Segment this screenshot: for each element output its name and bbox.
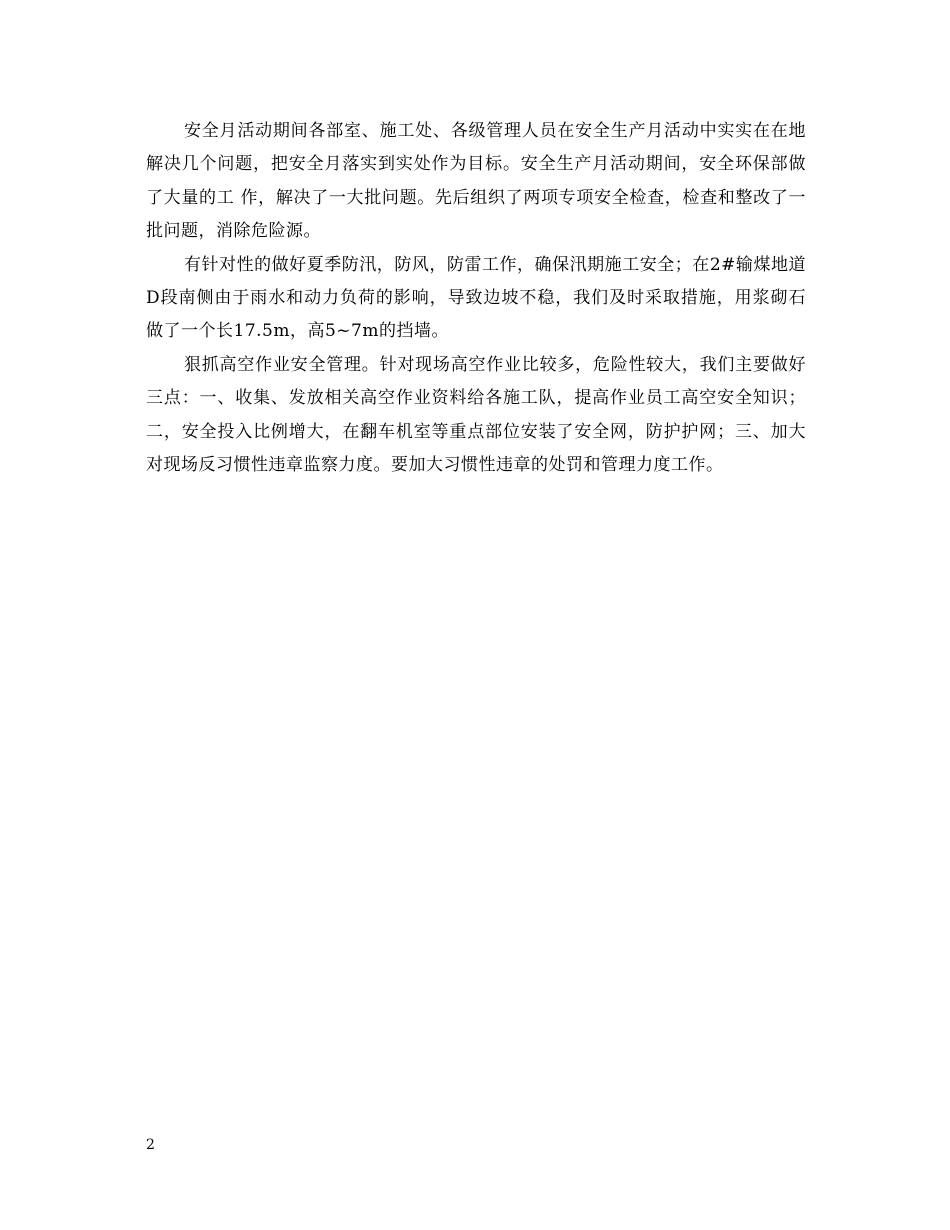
paragraph-high-altitude-work: 狠抓高空作业安全管理。针对现场高空作业比较多，危险性较大，我们主要做好三点：一、收集、发放相关高空作业资料给各施工队，提高作业员工高空安全知识；二，安全投入比例增大，在翻车机室等重点部位安装了安全网，防护护网；三、加大对现场反习惯性违章监察力度。要加大习惯性违章的处罚和管理力度工作。 — [146, 354, 806, 476]
page-number: 2 — [146, 1137, 155, 1153]
paragraph-safety-month: 安全月活动期间各部室、施工处、各级管理人员在安全生产月活动中实实在在地解决几个问题，把安全月落实到实处作为目标。安全生产月活动期间，安全环保部做了大量的工 作，解决了一大批问题。先后组织了两项专项安全检查，检查和整改了一批问题，消除危险源。 — [146, 121, 806, 242]
paragraph-flood-prevention: 有针对性的做好夏季防汛，防风，防雷工作，确保汛期施工安全；在2#输煤地道D段南侧由于雨水和动力负荷的影响，导致边坡不稳，我们及时采取措施，用浆砌石做了一个长17.5m，高5~7m的挡墙。 — [146, 254, 806, 342]
document-body — [146, 115, 806, 482]
